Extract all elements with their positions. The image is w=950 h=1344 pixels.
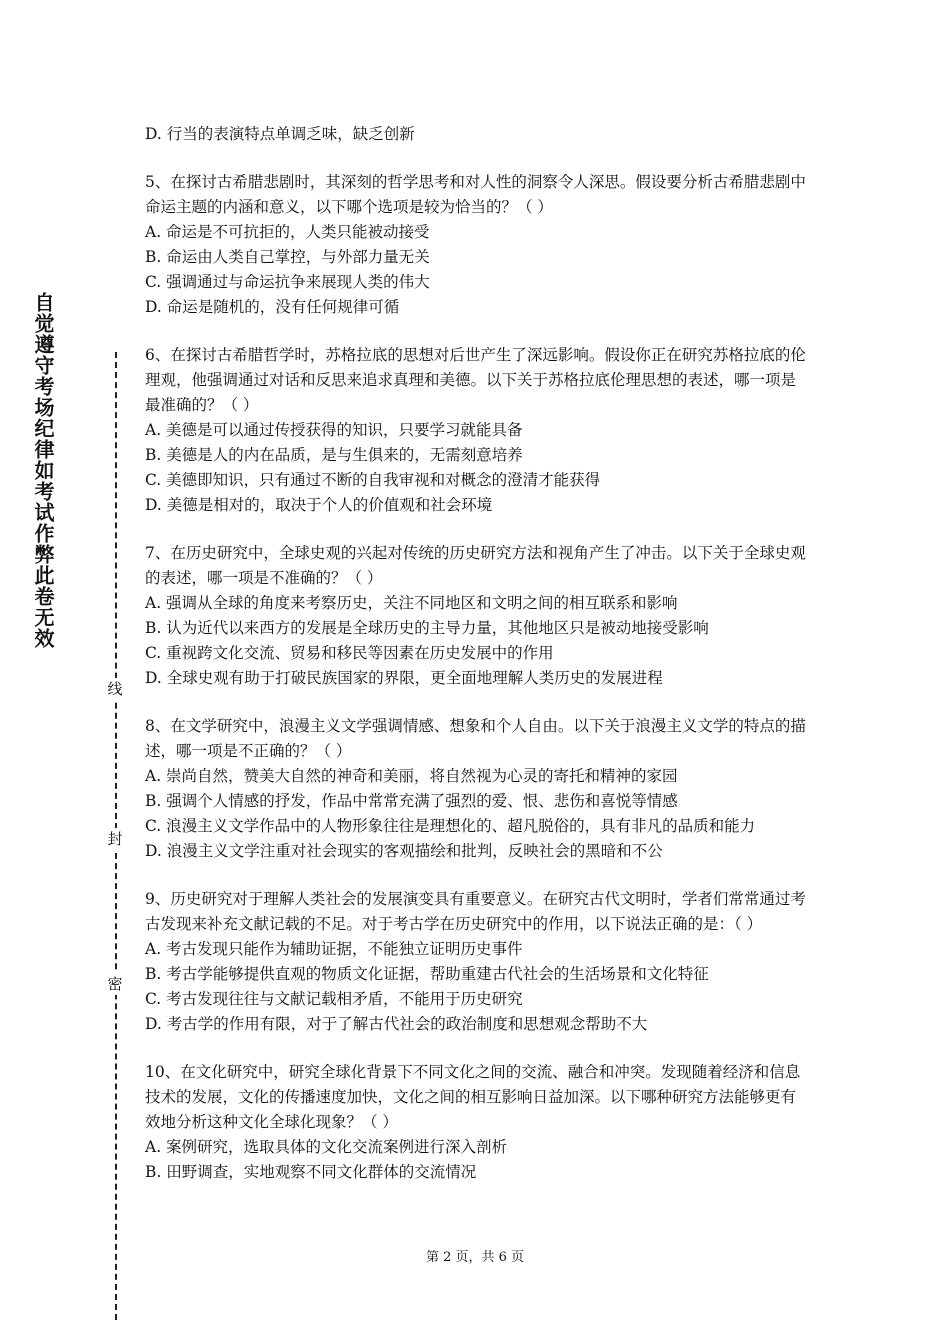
option-a: A. 强调从全球的角度来考察历史，关注不同地区和文明之间的相互联系和影响 — [145, 594, 678, 612]
binding-label-secret: 密 — [105, 973, 125, 995]
option-c: C. 美德即知识，只有通过不断的自我审视和对概念的澄清才能获得 — [145, 471, 601, 489]
option-c: C. 考古发现往往与文献记载相矛盾，不能用于历史研究 — [145, 990, 523, 1008]
question-5 — [145, 170, 810, 320]
carry-over-question — [145, 122, 810, 147]
option-d: D. 行当的表演特点单调乏味，缺乏创新 — [145, 125, 415, 143]
question-7 — [145, 541, 810, 691]
option-d: D. 美德是相对的，取决于个人的价值观和社会环境 — [145, 496, 493, 514]
option-b: B. 美德是人的内在品质，是与生俱来的，无需刻意培养 — [145, 446, 523, 464]
question-stem: 7、在历史研究中，全球史观的兴起对传统的历史研究方法和视角产生了冲击。以下关于全球史观的表述，哪一项是不准确的？（ ） — [145, 544, 806, 587]
option-b: B. 强调个人情感的抒发，作品中常常充满了强烈的爱、恨、悲伤和喜悦等情感 — [145, 792, 678, 810]
question-stem: 9、历史研究对于理解人类社会的发展演变具有重要意义。在研究古代文明时，学者们常常通过考古发现来补充文献记载的不足。对于考古学在历史研究中的作用，以下说法正确的是：（ ） — [145, 890, 806, 933]
binding-label-line: 线 — [105, 678, 125, 700]
option-c: C. 强调通过与命运抗争来展现人类的伟大 — [145, 273, 430, 291]
option-c: C. 重视跨文化交流、贸易和移民等因素在历史发展中的作用 — [145, 644, 554, 662]
option-a: A. 美德是可以通过传授获得的知识，只要学习就能具备 — [145, 421, 523, 439]
question-stem: 10、在文化研究中，研究全球化背景下不同文化之间的交流、融合和冲突。发现随着经济和信息技术的发展，文化的传播速度加快，文化之间的相互影响日益加深。以下哪种研究方法能够更有效地分析这种文化全球化现象？（ ） — [145, 1063, 801, 1131]
question-stem: 6、在探讨古希腊哲学时，苏格拉底的思想对后世产生了深远影响。假设你正在研究苏格拉底的伦理观，他强调通过对话和反思来追求真理和美德。以下关于苏格拉底伦理思想的表述，哪一项是最准确的？（ ） — [145, 346, 806, 414]
option-c: C. 浪漫主义文学作品中的人物形象往往是理想化的、超凡脱俗的，具有非凡的品质和能力 — [145, 817, 756, 835]
question-stem: 5、在探讨古希腊悲剧时，其深刻的哲学思考和对人性的洞察令人深思。假设要分析古希腊悲剧中命运主题的内涵和意义，以下哪个选项是较为恰当的？（ ） — [145, 173, 806, 216]
question-8 — [145, 714, 810, 864]
question-list — [145, 122, 810, 1208]
exam-discipline-notice: 自觉遵守考场纪律如考试作弊此卷无效 — [31, 292, 55, 649]
option-a: A. 考古发现只能作为辅助证据，不能独立证明历史事件 — [145, 940, 523, 958]
question-stem: 8、在文学研究中，浪漫主义文学强调情感、想象和个人自由。以下关于浪漫主义文学的特点的描述，哪一项是不正确的？（ ） — [145, 717, 806, 760]
option-d: D. 考古学的作用有限，对于了解古代社会的政治制度和思想观念帮助不大 — [145, 1015, 648, 1033]
option-b: B. 认为近代以来西方的发展是全球历史的主导力量，其他地区只是被动地接受影响 — [145, 619, 709, 637]
option-a: A. 案例研究，选取具体的文化交流案例进行深入剖析 — [145, 1138, 508, 1156]
option-b: B. 田野调查，实地观察不同文化群体的交流情况 — [145, 1163, 477, 1181]
option-b: B. 命运由人类自己掌控，与外部力量无关 — [145, 248, 430, 266]
option-a: A. 崇尚自然，赞美大自然的神奇和美丽，将自然视为心灵的寄托和精神的家园 — [145, 767, 678, 785]
option-d: D. 浪漫主义文学注重对社会现实的客观描绘和批判，反映社会的黑暗和不公 — [145, 842, 663, 860]
question-10 — [145, 1060, 810, 1185]
question-6 — [145, 343, 810, 518]
option-d: D. 全球史观有助于打破民族国家的界限，更全面地理解人类历史的发展进程 — [145, 669, 663, 687]
option-b: B. 考古学能够提供直观的物质文化证据，帮助重建古代社会的生活场景和文化特征 — [145, 965, 709, 983]
option-d: D. 命运是随机的，没有任何规律可循 — [145, 298, 400, 316]
page-number-footer: 第 2 页，共 6 页 — [425, 1250, 525, 1265]
binding-label-seal: 封 — [105, 828, 125, 850]
question-9 — [145, 887, 810, 1037]
option-a: A. 命运是不可抗拒的，人类只能被动接受 — [145, 223, 430, 241]
